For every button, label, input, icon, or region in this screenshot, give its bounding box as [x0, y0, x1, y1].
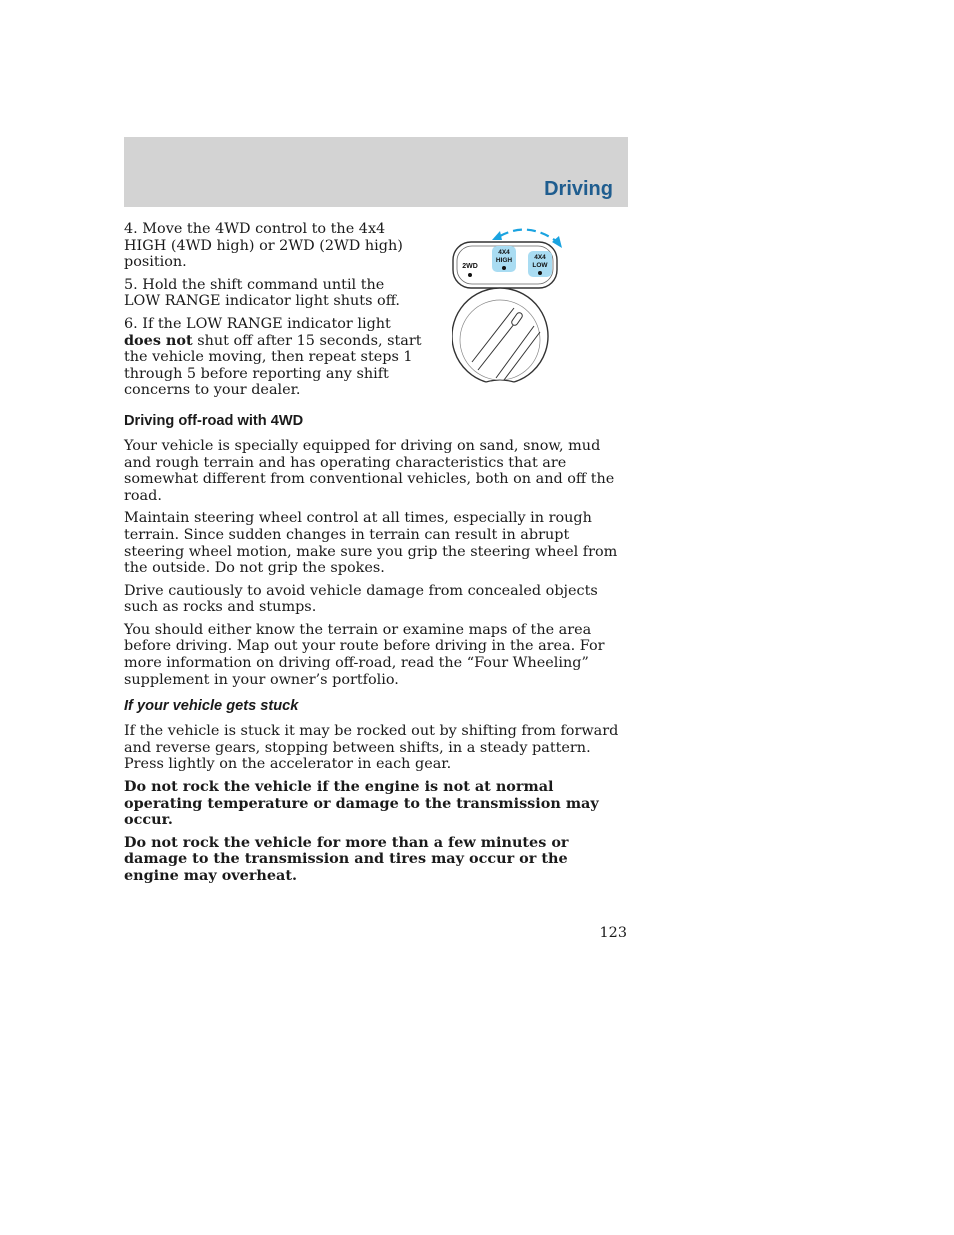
label-4x4-high-bottom: HIGH: [495, 257, 513, 264]
label-2wd: 2WD: [462, 263, 478, 270]
page-content: [124, 221, 624, 891]
section-title: Driving: [544, 178, 613, 200]
page-number: 123: [599, 925, 627, 941]
offroad-paragraph-3: Drive cautiously to avoid vehicle damage from concealed objects such as rocks and stumps.: [124, 582, 598, 616]
section-header-band: [124, 137, 628, 207]
offroad-paragraph-1: Your vehicle is specially equipped for driving on sand, snow, mud and rough terrain and has operating characteristics that are somewhat different from conventional vehicles, both on and off the road.: [124, 437, 615, 504]
step-6: [124, 316, 424, 399]
warning-rock-temperature: Do not rock the vehicle if the engine is not at normal operating temperature or damage to the transmission may occur.: [124, 778, 599, 829]
step-6-prefix: 6. If the LOW RANGE indicator light: [124, 315, 391, 332]
step-6-suffix: shut off after 15 seconds, start the vehicle moving, then repeat steps 1 through 5 before reporting any shift concerns to your dealer.: [124, 332, 422, 399]
label-4x4-low-bottom: LOW: [532, 262, 548, 269]
stuck-heading: If your vehicle gets stuck: [124, 698, 299, 715]
step-6-emphasis: does not: [124, 331, 193, 349]
label-4x4-low-top: 4X4: [534, 254, 546, 261]
offroad-heading: Driving off-road with 4WD: [124, 412, 304, 429]
step-5: 5. Hold the shift command until the LOW RANGE indicator light shuts off.: [124, 276, 400, 310]
step-4: 4. Move the 4WD control to the 4x4 HIGH (4WD high) or 2WD (2WD high) position.: [124, 221, 403, 271]
warning-rock-duration: Do not rock the vehicle for more than a few minutes or damage to the transmission and tires may occur or the engine may overheat.: [124, 833, 569, 884]
label-4x4-high-top: 4X4: [498, 249, 510, 256]
offroad-paragraph-4: You should either know the terrain or examine maps of the area before driving. Map out your route before driving in the area. For more information on driving off-road, read the “Four Wheeling” supplement in your owner’s portfolio.: [124, 621, 605, 688]
offroad-paragraph-2: Maintain steering wheel control at all times, especially in rough terrain. Since sudden changes in terrain can result in abrupt steering wheel motion, make sure you grip the steering wheel from the outside. Do not grip the spokes.: [124, 510, 618, 577]
stuck-paragraph: If the vehicle is stuck it may be rocked out by shifting from forward and reverse gears, stopping between shifts, in a steady pattern. Press lightly on the accelerator in each gear.: [124, 723, 619, 773]
